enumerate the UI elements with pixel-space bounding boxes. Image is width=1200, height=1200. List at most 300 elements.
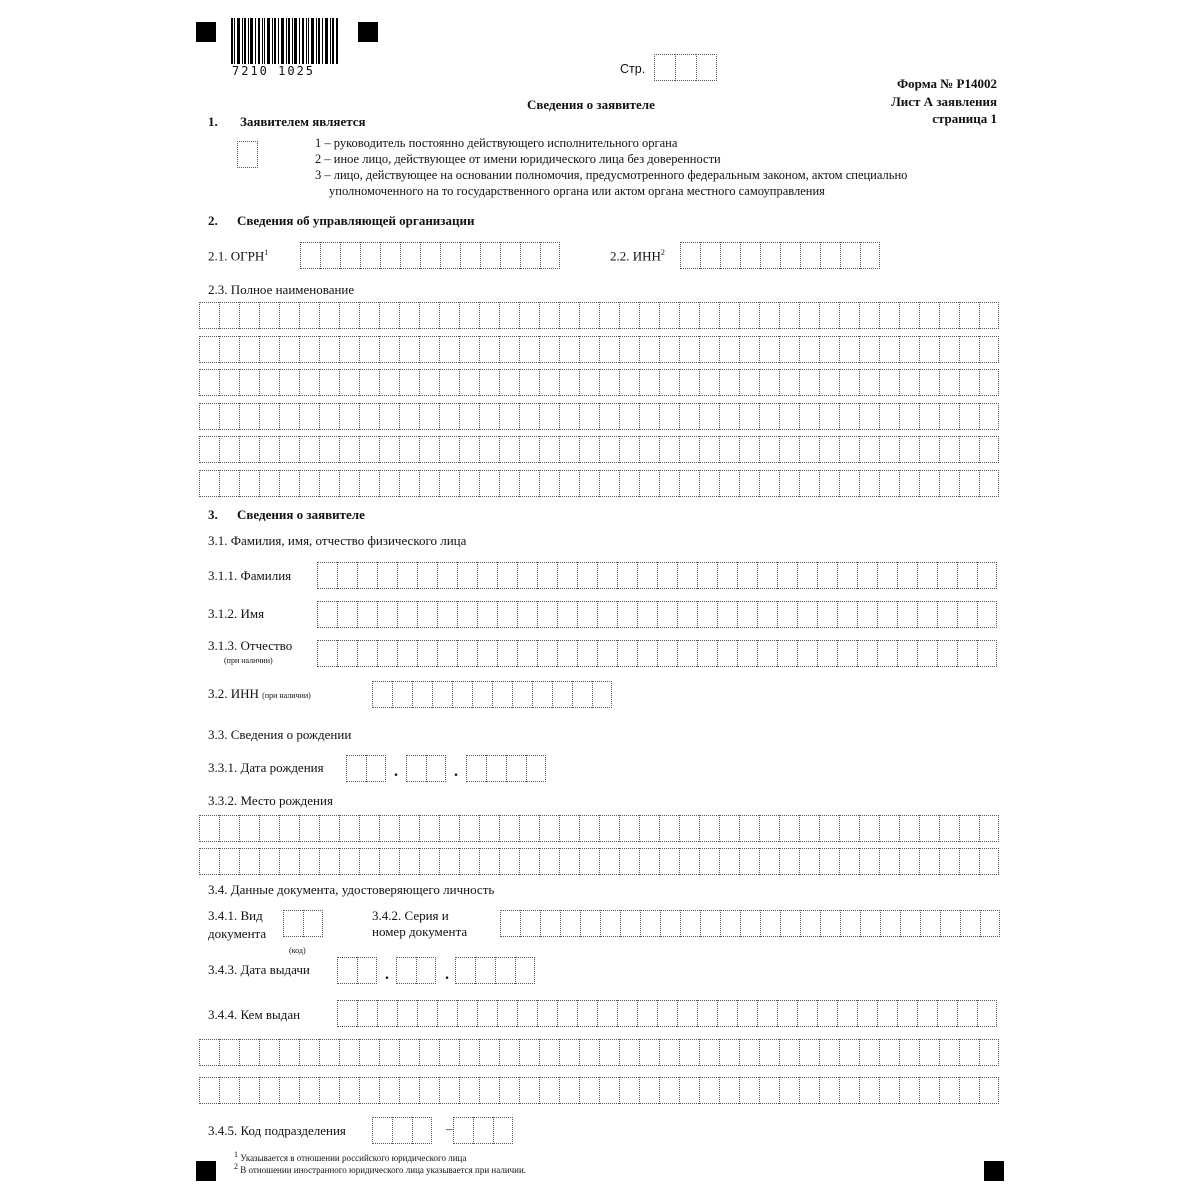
- char-cell[interactable]: [839, 369, 859, 396]
- char-cell[interactable]: [379, 336, 399, 363]
- char-cell[interactable]: [539, 1039, 559, 1066]
- char-cell[interactable]: [537, 1000, 557, 1027]
- char-cell[interactable]: [717, 1000, 737, 1027]
- char-cell[interactable]: [457, 1000, 477, 1027]
- char-cell[interactable]: [599, 336, 619, 363]
- text-row[interactable]: [199, 848, 999, 875]
- char-cell[interactable]: [199, 369, 219, 396]
- char-cell[interactable]: [919, 302, 939, 329]
- char-cell[interactable]: [599, 1077, 619, 1104]
- char-cell[interactable]: [520, 242, 540, 269]
- char-cell[interactable]: [919, 436, 939, 463]
- char-cell[interactable]: [239, 1077, 259, 1104]
- char-cell[interactable]: [539, 336, 559, 363]
- char-cell[interactable]: [259, 302, 279, 329]
- char-cell[interactable]: [399, 436, 419, 463]
- char-cell[interactable]: [799, 470, 819, 497]
- char-cell[interactable]: [499, 302, 519, 329]
- char-cell[interactable]: [339, 436, 359, 463]
- char-cell[interactable]: [239, 815, 259, 842]
- char-cell[interactable]: [739, 815, 759, 842]
- char-cell[interactable]: [657, 601, 677, 628]
- char-cell[interactable]: [780, 242, 800, 269]
- char-cell[interactable]: [397, 1000, 417, 1027]
- char-cell[interactable]: [317, 601, 337, 628]
- char-cell[interactable]: [699, 302, 719, 329]
- char-cell[interactable]: [359, 1039, 379, 1066]
- char-cell[interactable]: [819, 1039, 839, 1066]
- char-cell[interactable]: [957, 1000, 977, 1027]
- char-cell[interactable]: [339, 848, 359, 875]
- char-cell[interactable]: [599, 403, 619, 430]
- char-cell[interactable]: [399, 403, 419, 430]
- char-cell[interactable]: [939, 1077, 959, 1104]
- char-cell[interactable]: [859, 369, 879, 396]
- char-cell[interactable]: [777, 562, 797, 589]
- char-cell[interactable]: [479, 470, 499, 497]
- char-cell[interactable]: [399, 302, 419, 329]
- char-cell[interactable]: [459, 436, 479, 463]
- char-cell[interactable]: [519, 436, 539, 463]
- text-row[interactable]: [199, 302, 999, 329]
- char-cell[interactable]: [739, 1039, 759, 1066]
- char-cell[interactable]: [379, 403, 399, 430]
- char-cell[interactable]: [979, 369, 999, 396]
- char-cell[interactable]: [339, 1039, 359, 1066]
- char-cell[interactable]: [817, 601, 837, 628]
- char-cell[interactable]: [600, 910, 620, 937]
- char-cell[interactable]: [497, 562, 517, 589]
- char-cell[interactable]: [879, 1077, 899, 1104]
- char-cell[interactable]: [499, 436, 519, 463]
- char-cell[interactable]: [500, 242, 520, 269]
- char-cell[interactable]: [959, 336, 979, 363]
- char-cell[interactable]: [759, 815, 779, 842]
- char-cell[interactable]: [799, 336, 819, 363]
- char-cell[interactable]: [639, 1039, 659, 1066]
- char-cell[interactable]: [699, 815, 719, 842]
- char-cell[interactable]: [559, 848, 579, 875]
- char-cell[interactable]: [759, 436, 779, 463]
- char-cell[interactable]: [919, 336, 939, 363]
- char-cell[interactable]: [372, 1117, 392, 1144]
- char-cell[interactable]: [279, 369, 299, 396]
- management-inn-field[interactable]: [680, 242, 880, 269]
- char-cell[interactable]: [360, 242, 380, 269]
- char-cell[interactable]: [919, 369, 939, 396]
- char-cell[interactable]: [477, 562, 497, 589]
- char-cell[interactable]: [817, 1000, 837, 1027]
- char-cell[interactable]: [439, 848, 459, 875]
- char-cell[interactable]: [817, 562, 837, 589]
- char-cell[interactable]: [597, 601, 617, 628]
- char-cell[interactable]: [839, 302, 859, 329]
- char-cell[interactable]: [739, 369, 759, 396]
- char-cell[interactable]: [459, 403, 479, 430]
- text-row[interactable]: [199, 815, 999, 842]
- ogrn-field[interactable]: [300, 242, 560, 269]
- char-cell[interactable]: [900, 910, 920, 937]
- char-cell[interactable]: [737, 640, 757, 667]
- char-cell[interactable]: [419, 470, 439, 497]
- char-cell[interactable]: [940, 910, 960, 937]
- char-cell[interactable]: [437, 562, 457, 589]
- char-cell[interactable]: [717, 562, 737, 589]
- char-cell[interactable]: [377, 1000, 397, 1027]
- char-cell[interactable]: [737, 1000, 757, 1027]
- char-cell[interactable]: [680, 242, 700, 269]
- char-cell[interactable]: [399, 1077, 419, 1104]
- char-cell[interactable]: [479, 302, 499, 329]
- char-cell[interactable]: [797, 1000, 817, 1027]
- birth-year-field[interactable]: [466, 755, 546, 782]
- char-cell[interactable]: [917, 601, 937, 628]
- char-cell[interactable]: [779, 336, 799, 363]
- char-cell[interactable]: [439, 403, 459, 430]
- char-cell[interactable]: [939, 848, 959, 875]
- char-cell[interactable]: [416, 957, 436, 984]
- char-cell[interactable]: [497, 640, 517, 667]
- char-cell[interactable]: [819, 403, 839, 430]
- char-cell[interactable]: [592, 681, 612, 708]
- char-cell[interactable]: [239, 369, 259, 396]
- char-cell[interactable]: [959, 815, 979, 842]
- char-cell[interactable]: [579, 815, 599, 842]
- char-cell[interactable]: [659, 1077, 679, 1104]
- char-cell[interactable]: [937, 1000, 957, 1027]
- char-cell[interactable]: [737, 601, 757, 628]
- char-cell[interactable]: [317, 562, 337, 589]
- char-cell[interactable]: [459, 369, 479, 396]
- char-cell[interactable]: [459, 848, 479, 875]
- char-cell[interactable]: [479, 1077, 499, 1104]
- char-cell[interactable]: [977, 1000, 997, 1027]
- char-cell[interactable]: [539, 1077, 559, 1104]
- char-cell[interactable]: [957, 640, 977, 667]
- char-cell[interactable]: [400, 242, 420, 269]
- char-cell[interactable]: [879, 336, 899, 363]
- char-cell[interactable]: [419, 815, 439, 842]
- char-cell[interactable]: [779, 848, 799, 875]
- char-cell[interactable]: [837, 562, 857, 589]
- char-cell[interactable]: [700, 242, 720, 269]
- char-cell[interactable]: [399, 470, 419, 497]
- char-cell[interactable]: [319, 1077, 339, 1104]
- char-cell[interactable]: [719, 369, 739, 396]
- char-cell[interactable]: [577, 640, 597, 667]
- char-cell[interactable]: [759, 1077, 779, 1104]
- char-cell[interactable]: [699, 436, 719, 463]
- char-cell[interactable]: [199, 336, 219, 363]
- char-cell[interactable]: [819, 302, 839, 329]
- char-cell[interactable]: [339, 302, 359, 329]
- char-cell[interactable]: [419, 1077, 439, 1104]
- char-cell[interactable]: [797, 640, 817, 667]
- char-cell[interactable]: [299, 1077, 319, 1104]
- char-cell[interactable]: [499, 403, 519, 430]
- char-cell[interactable]: [457, 640, 477, 667]
- text-row[interactable]: [199, 1077, 999, 1104]
- char-cell[interactable]: [459, 302, 479, 329]
- char-cell[interactable]: [599, 436, 619, 463]
- char-cell[interactable]: [359, 403, 379, 430]
- char-cell[interactable]: [379, 815, 399, 842]
- char-cell[interactable]: [679, 815, 699, 842]
- char-cell[interactable]: [359, 1077, 379, 1104]
- char-cell[interactable]: [357, 957, 377, 984]
- char-cell[interactable]: [659, 815, 679, 842]
- char-cell[interactable]: [319, 369, 339, 396]
- char-cell[interactable]: [719, 815, 739, 842]
- applicant-type-field[interactable]: [237, 141, 258, 168]
- char-cell[interactable]: [495, 957, 515, 984]
- char-cell[interactable]: [379, 1039, 399, 1066]
- char-cell[interactable]: [599, 302, 619, 329]
- char-cell[interactable]: [640, 910, 660, 937]
- char-cell[interactable]: [637, 1000, 657, 1027]
- char-cell[interactable]: [679, 848, 699, 875]
- char-cell[interactable]: [219, 1039, 239, 1066]
- char-cell[interactable]: [279, 1077, 299, 1104]
- char-cell[interactable]: [319, 436, 339, 463]
- char-cell[interactable]: [699, 403, 719, 430]
- char-cell[interactable]: [417, 1000, 437, 1027]
- char-cell[interactable]: [639, 1077, 659, 1104]
- char-cell[interactable]: [799, 1039, 819, 1066]
- char-cell[interactable]: [840, 910, 860, 937]
- char-cell[interactable]: [819, 336, 839, 363]
- char-cell[interactable]: [579, 1077, 599, 1104]
- char-cell[interactable]: [572, 681, 592, 708]
- doc-type-field[interactable]: [283, 910, 323, 937]
- char-cell[interactable]: [899, 815, 919, 842]
- char-cell[interactable]: [299, 815, 319, 842]
- char-cell[interactable]: [479, 436, 499, 463]
- char-cell[interactable]: [699, 470, 719, 497]
- text-row[interactable]: [199, 336, 999, 363]
- char-cell[interactable]: [677, 1000, 697, 1027]
- char-cell[interactable]: [486, 755, 506, 782]
- char-cell[interactable]: [917, 562, 937, 589]
- char-cell[interactable]: [560, 910, 580, 937]
- char-cell[interactable]: [897, 562, 917, 589]
- char-cell[interactable]: [239, 436, 259, 463]
- char-cell[interactable]: [459, 470, 479, 497]
- char-cell[interactable]: [719, 848, 739, 875]
- char-cell[interactable]: [779, 815, 799, 842]
- char-cell[interactable]: [857, 562, 877, 589]
- char-cell[interactable]: [579, 369, 599, 396]
- char-cell[interactable]: [639, 470, 659, 497]
- char-cell[interactable]: [717, 601, 737, 628]
- char-cell[interactable]: [259, 436, 279, 463]
- char-cell[interactable]: [859, 1039, 879, 1066]
- char-cell[interactable]: [419, 403, 439, 430]
- division-code-part-1[interactable]: [372, 1117, 432, 1144]
- char-cell[interactable]: [639, 336, 659, 363]
- char-cell[interactable]: [539, 848, 559, 875]
- char-cell[interactable]: [279, 470, 299, 497]
- char-cell[interactable]: [879, 302, 899, 329]
- char-cell[interactable]: [552, 681, 572, 708]
- char-cell[interactable]: [579, 1039, 599, 1066]
- char-cell[interactable]: [759, 403, 779, 430]
- char-cell[interactable]: [937, 601, 957, 628]
- char-cell[interactable]: [339, 1077, 359, 1104]
- char-cell[interactable]: [399, 336, 419, 363]
- char-cell[interactable]: [619, 470, 639, 497]
- char-cell[interactable]: [520, 910, 540, 937]
- char-cell[interactable]: [219, 848, 239, 875]
- char-cell[interactable]: [299, 1039, 319, 1066]
- char-cell[interactable]: [377, 640, 397, 667]
- char-cell[interactable]: [857, 601, 877, 628]
- char-cell[interactable]: [577, 601, 597, 628]
- char-cell[interactable]: [820, 242, 840, 269]
- char-cell[interactable]: [379, 1077, 399, 1104]
- char-cell[interactable]: [299, 470, 319, 497]
- char-cell[interactable]: [959, 1039, 979, 1066]
- char-cell[interactable]: [637, 562, 657, 589]
- char-cell[interactable]: [466, 755, 486, 782]
- char-cell[interactable]: [357, 640, 377, 667]
- char-cell[interactable]: [699, 1077, 719, 1104]
- char-cell[interactable]: [859, 1077, 879, 1104]
- char-cell[interactable]: [839, 470, 859, 497]
- char-cell[interactable]: [559, 436, 579, 463]
- char-cell[interactable]: [979, 1039, 999, 1066]
- char-cell[interactable]: [299, 403, 319, 430]
- char-cell[interactable]: [219, 436, 239, 463]
- char-cell[interactable]: [659, 369, 679, 396]
- char-cell[interactable]: [559, 815, 579, 842]
- char-cell[interactable]: [797, 601, 817, 628]
- char-cell[interactable]: [679, 336, 699, 363]
- char-cell[interactable]: [472, 681, 492, 708]
- char-cell[interactable]: [437, 601, 457, 628]
- char-cell[interactable]: [337, 957, 357, 984]
- char-cell[interactable]: [877, 640, 897, 667]
- char-cell[interactable]: [519, 403, 539, 430]
- char-cell[interactable]: [837, 1000, 857, 1027]
- char-cell[interactable]: [919, 1077, 939, 1104]
- char-cell[interactable]: [979, 848, 999, 875]
- char-cell[interactable]: [657, 562, 677, 589]
- char-cell[interactable]: [717, 640, 737, 667]
- char-cell[interactable]: [479, 848, 499, 875]
- char-cell[interactable]: [419, 369, 439, 396]
- char-cell[interactable]: [919, 848, 939, 875]
- char-cell[interactable]: [497, 601, 517, 628]
- issued-by-field-line-1[interactable]: [337, 1000, 997, 1027]
- birth-month-field[interactable]: [406, 755, 446, 782]
- char-cell[interactable]: [699, 1039, 719, 1066]
- char-cell[interactable]: [477, 1000, 497, 1027]
- char-cell[interactable]: [779, 302, 799, 329]
- char-cell[interactable]: [357, 601, 377, 628]
- char-cell[interactable]: [639, 302, 659, 329]
- char-cell[interactable]: [859, 470, 879, 497]
- char-cell[interactable]: [599, 848, 619, 875]
- char-cell[interactable]: [659, 403, 679, 430]
- char-cell[interactable]: [760, 242, 780, 269]
- char-cell[interactable]: [499, 470, 519, 497]
- char-cell[interactable]: [559, 1039, 579, 1066]
- char-cell[interactable]: [283, 910, 303, 937]
- char-cell[interactable]: [939, 403, 959, 430]
- char-cell[interactable]: [419, 1039, 439, 1066]
- char-cell[interactable]: [219, 302, 239, 329]
- surname-field[interactable]: [317, 562, 997, 589]
- char-cell[interactable]: [920, 910, 940, 937]
- char-cell[interactable]: [799, 302, 819, 329]
- char-cell[interactable]: [620, 910, 640, 937]
- char-cell[interactable]: [439, 1039, 459, 1066]
- issue-year-field[interactable]: [455, 957, 535, 984]
- char-cell[interactable]: [879, 369, 899, 396]
- char-cell[interactable]: [599, 1039, 619, 1066]
- char-cell[interactable]: [299, 436, 319, 463]
- char-cell[interactable]: [579, 470, 599, 497]
- char-cell[interactable]: [419, 302, 439, 329]
- char-cell[interactable]: [839, 436, 859, 463]
- char-cell[interactable]: [359, 470, 379, 497]
- char-cell[interactable]: [439, 1077, 459, 1104]
- char-cell[interactable]: [819, 369, 839, 396]
- char-cell[interactable]: [799, 815, 819, 842]
- char-cell[interactable]: [417, 562, 437, 589]
- char-cell[interactable]: [777, 1000, 797, 1027]
- char-cell[interactable]: [320, 242, 340, 269]
- char-cell[interactable]: [259, 369, 279, 396]
- char-cell[interactable]: [279, 336, 299, 363]
- char-cell[interactable]: [617, 640, 637, 667]
- char-cell[interactable]: [439, 436, 459, 463]
- char-cell[interactable]: [299, 369, 319, 396]
- char-cell[interactable]: [719, 436, 739, 463]
- division-code-part-2[interactable]: [453, 1117, 513, 1144]
- char-cell[interactable]: [406, 755, 426, 782]
- char-cell[interactable]: [199, 470, 219, 497]
- char-cell[interactable]: [539, 436, 559, 463]
- char-cell[interactable]: [740, 242, 760, 269]
- char-cell[interactable]: [599, 470, 619, 497]
- person-inn-field[interactable]: [372, 681, 612, 708]
- char-cell[interactable]: [459, 1039, 479, 1066]
- char-cell[interactable]: [719, 302, 739, 329]
- first-name-field[interactable]: [317, 601, 997, 628]
- char-cell[interactable]: [619, 369, 639, 396]
- char-cell[interactable]: [657, 640, 677, 667]
- char-cell[interactable]: [559, 1077, 579, 1104]
- char-cell[interactable]: [319, 1039, 339, 1066]
- char-cell[interactable]: [657, 1000, 677, 1027]
- char-cell[interactable]: [960, 910, 980, 937]
- char-cell[interactable]: [337, 601, 357, 628]
- char-cell[interactable]: [879, 848, 899, 875]
- char-cell[interactable]: [659, 1039, 679, 1066]
- char-cell[interactable]: [979, 336, 999, 363]
- char-cell[interactable]: [739, 436, 759, 463]
- char-cell[interactable]: [839, 1077, 859, 1104]
- char-cell[interactable]: [559, 403, 579, 430]
- char-cell[interactable]: [526, 755, 546, 782]
- char-cell[interactable]: [659, 336, 679, 363]
- char-cell[interactable]: [339, 470, 359, 497]
- page-number-field[interactable]: [654, 54, 717, 81]
- char-cell[interactable]: [660, 910, 680, 937]
- char-cell[interactable]: [697, 601, 717, 628]
